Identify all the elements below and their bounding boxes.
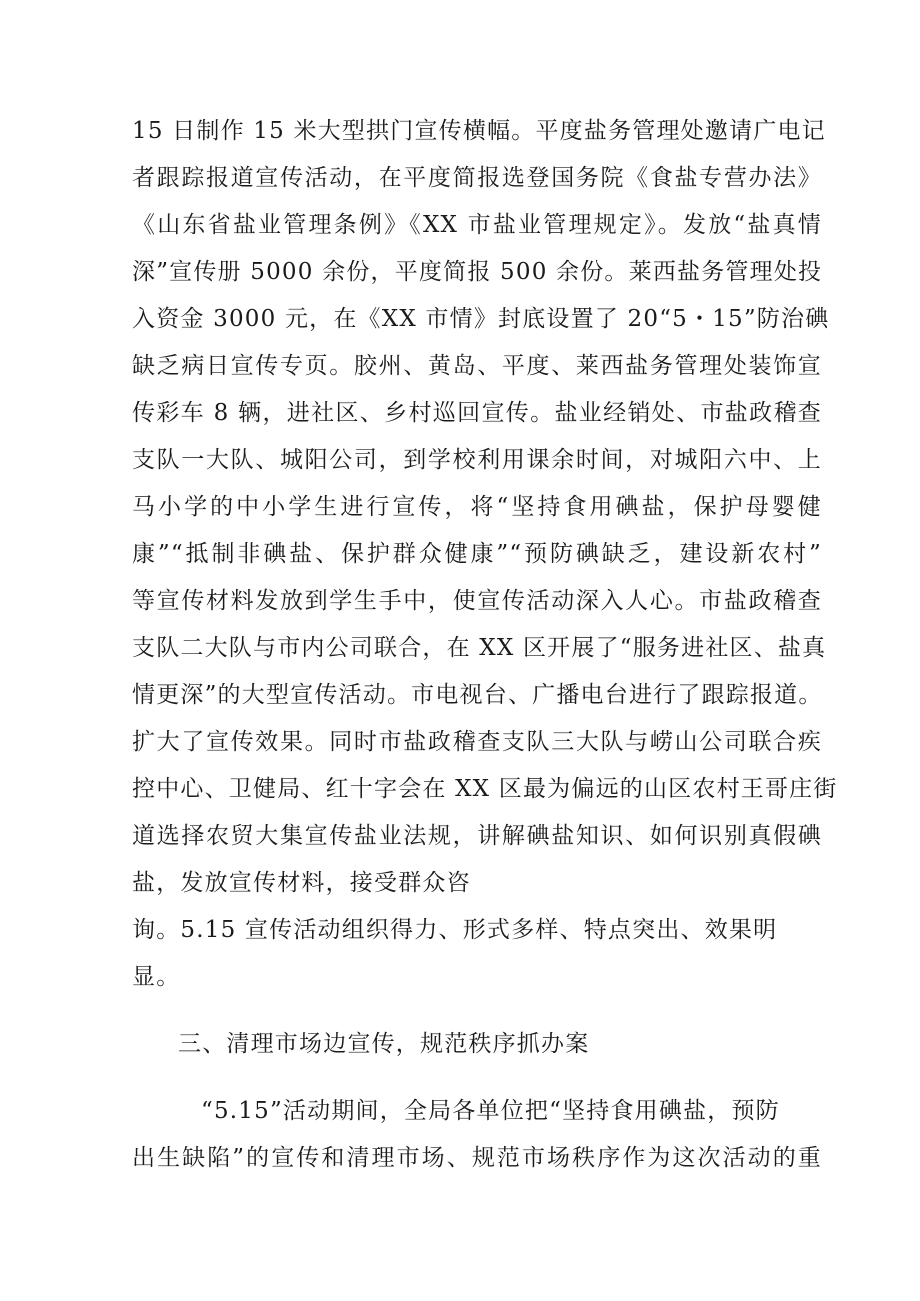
paragraph-line: 康”“抵制非碘盐、保护群众健康”“预防碘缺乏，建设新农村” [132, 541, 822, 567]
paragraph-line: 缺乏病日宣传专页。胶州、黄岛、平度、莱西盐务管理处装饰宣 [132, 353, 822, 379]
paragraph-line: 出生缺陷”的宣传和清理市场、规范市场秩序作为这次活动的重 [132, 1145, 822, 1171]
document-body [132, 108, 838, 1182]
paragraph-line: “5.15”活动期间，全局各单位把“坚持食用碘盐，预防 [201, 1098, 780, 1124]
paragraph-line: 等宣传材料发放到学生手中，使宣传活动深入人心。市盐政稽查 [132, 588, 822, 614]
paragraph-line: 者跟踪报道宣传活动，在平度简报选登国务院《食盐专营办法》 [132, 165, 822, 191]
paragraph-line: 控中心、卫健局、红十字会在 XX 区最为偏远的山区农村王哥庄街 [132, 776, 838, 802]
paragraph-line: 《山东省盐业管理条例》《XX 市盐业管理规定》。发放“盐真情 [132, 212, 822, 238]
paragraph-line: 盐，发放宣传材料，接受群众咨 [132, 870, 471, 896]
paragraph-line: 扩大了宣传效果。同时市盐政稽查支队三大队与崂山公司联合疾 [132, 729, 822, 755]
paragraph-line: 15 日制作 15 米大型拱门宣传横幅。平度盐务管理处邀请广电记 [132, 118, 826, 144]
section-spacer [132, 1068, 822, 1088]
section-heading: 三、清理市场边宣传，规范秩序抓办案 [178, 1031, 590, 1057]
paragraph-line: 马小学的中小学生进行宣传，将“坚持食用碘盐，保护母婴健 [132, 494, 822, 520]
paragraph-line: 显。 [132, 964, 181, 990]
paragraph-line: 支队一大队、城阳公司，到学校利用课余时间，对城阳六中、上 [132, 447, 822, 473]
paragraph-line: 情更深”的大型宣传活动。市电视台、广播电台进行了跟踪报道。 [132, 682, 823, 708]
paragraph-line: 询。5.15 宣传活动组织得力、形式多样、特点突出、效果明 [132, 917, 778, 943]
paragraph-line: 传彩车 8 辆，进社区、乡村巡回宣传。盐业经销处、市盐政稽查 [132, 400, 822, 426]
paragraph-line: 道选择农贸大集宣传盐业法规，讲解碘盐知识、如何识别真假碘 [132, 823, 822, 849]
paragraph-line: 支队二大队与市内公司联合，在 XX 区开展了“服务进社区、盐真 [132, 635, 827, 661]
section-spacer [132, 1001, 822, 1021]
paragraph-line: 入资金 3000 元，在《XX 市情》封底设置了 20“5・15”防治碘 [132, 306, 830, 332]
paragraph-line: 深”宣传册 5000 余份，平度简报 500 余份。莱西盐务管理处投 [132, 259, 823, 285]
